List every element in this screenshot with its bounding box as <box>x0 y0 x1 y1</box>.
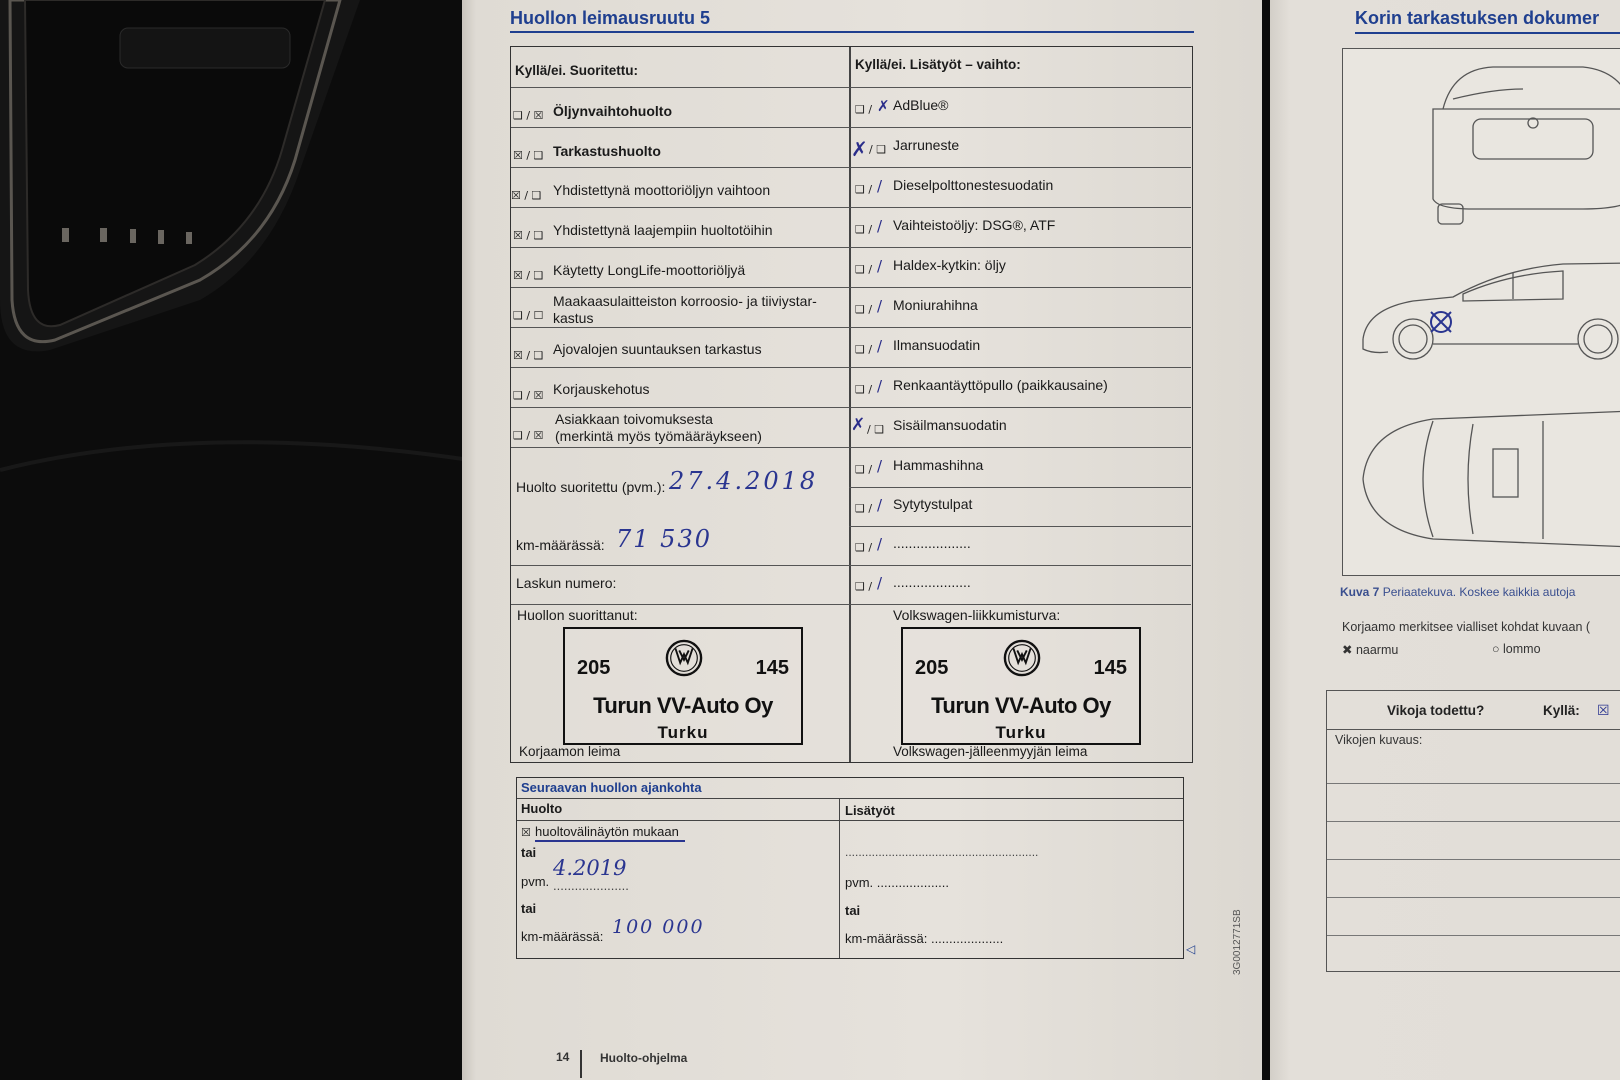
next-service-title: Seuraavan huollon ajankohta <box>521 780 702 795</box>
handwritten-check: / <box>877 535 883 553</box>
handwritten-check: / <box>877 257 883 275</box>
row-divider <box>511 207 1191 208</box>
service-date-handwritten: 27.4.2018 <box>669 467 819 495</box>
km-label: km-määrässä: <box>516 537 605 553</box>
left-row-label: Tarkastushuolto <box>553 143 661 159</box>
service-checklist-table <box>510 46 1193 763</box>
row-divider <box>511 565 1191 566</box>
handwritten-check: ✗ <box>851 137 868 161</box>
body-inspection-page <box>1270 0 1620 1080</box>
row-divider <box>511 167 1191 168</box>
right-column-header: Kyllä/ei. Lisätyöt – vaihto: <box>855 57 1021 72</box>
right-row-label: .................... <box>893 535 971 551</box>
performed-by-label: Huollon suorittanut: <box>517 607 638 623</box>
checkbox-pair[interactable]: ❑ / ☒ <box>513 109 544 122</box>
right-row-label: Moniurahihna <box>893 297 978 313</box>
column-divider <box>839 798 840 958</box>
checkbox-pair[interactable]: ❑ / ☒ <box>513 429 544 442</box>
checkbox-pair[interactable]: ☒ / ❑ <box>513 269 544 282</box>
defects-yes-checkbox[interactable]: ☒ <box>1597 703 1610 719</box>
row-divider <box>511 447 1191 448</box>
right-row-label: Renkaantäyttöpullo (paikkausaine) <box>893 377 1108 393</box>
next-km-handwritten: 100 000 <box>612 916 705 938</box>
right-row-label: Dieselpolttonestesuodatin <box>893 177 1054 193</box>
handwritten-check: / <box>877 177 883 195</box>
row-divider <box>849 487 1191 488</box>
right-row-label: Sytytystulpat <box>893 496 973 512</box>
right-row-label: Hammashihna <box>893 457 984 473</box>
checkbox-pair[interactable]: ❑ / <box>855 183 873 196</box>
interval-checkbox[interactable]: ☒ <box>521 826 531 839</box>
document-code: 3G0012771SB <box>1232 909 1243 975</box>
next-service-table <box>516 777 1184 959</box>
handwritten-check: / <box>877 496 883 514</box>
checkbox-pair[interactable]: ❑ / <box>855 463 873 476</box>
stamp-city: Turku <box>657 723 709 742</box>
invoice-label: Laskun numero: <box>516 575 617 591</box>
next-date-label: pvm. <box>521 874 550 889</box>
checkbox-pair[interactable]: ☒ / ❑ <box>511 189 542 202</box>
left-column-header: Kyllä/ei. Suoritettu: <box>515 63 639 78</box>
handwritten-check: / <box>877 457 883 475</box>
next-date-handwritten: 4.2019 <box>553 856 627 880</box>
writing-line <box>1327 821 1620 822</box>
writing-line <box>1327 935 1620 936</box>
checkbox-pair[interactable]: / ❑ <box>867 423 885 436</box>
left-row-label: Asiakkaan toivomuksesta <box>555 411 713 427</box>
handwritten-check: / <box>877 574 883 592</box>
left-row-label: Yhdistettynä moottoriöljyn vaihtoon <box>553 182 771 198</box>
workshop-stamp <box>563 627 803 745</box>
writing-line <box>1327 897 1620 898</box>
or-label: tai <box>521 901 537 916</box>
left-row-label: Öljynvaihtohuolto <box>553 103 672 119</box>
checkbox-pair[interactable]: ❑ / <box>855 103 873 116</box>
writing-line <box>1327 859 1620 860</box>
extra-work-dots: .......................................................... <box>845 845 1039 859</box>
handwritten-check: / <box>877 297 883 315</box>
left-row-label: Korjauskehotus <box>553 381 650 397</box>
left-row-label: Käytetty LongLife-moottoriöljyä <box>553 262 746 278</box>
checkbox-pair[interactable]: ❑ / <box>855 343 873 356</box>
checkbox-pair[interactable]: ❑ / ☒ <box>513 389 544 402</box>
stamp-number-left: 205 <box>577 657 611 679</box>
title-rule <box>1355 32 1620 34</box>
figure-caption-text: Periaatekuva. Koskee kaikkia autoja <box>1382 585 1576 599</box>
checkbox-pair[interactable]: ☒ / ❑ <box>513 229 544 242</box>
checkbox-pair[interactable]: ☒ / ❑ <box>513 149 544 162</box>
figure-caption <box>1340 585 1575 599</box>
or-label: tai <box>521 845 537 860</box>
right-row-label: Haldex-kytkin: öljy <box>893 257 1006 273</box>
legend-scratch: ✖ naarmu <box>1342 643 1399 657</box>
right-row-label: AdBlue® <box>893 97 949 113</box>
next-service-col1: Huolto <box>521 801 563 816</box>
right-row-label: Jarruneste <box>893 137 960 153</box>
left-row-label-cont: kastus <box>553 310 594 326</box>
or-label: tai <box>845 903 861 918</box>
legend-dent: ○ lommo <box>1492 642 1541 656</box>
page-number: 14 <box>556 1050 570 1064</box>
footer-separator <box>580 1050 582 1078</box>
dealer-stamp <box>901 627 1141 745</box>
next-date-dots: ..................... <box>553 878 629 893</box>
row-divider <box>511 87 1191 88</box>
checkbox-pair[interactable]: ❑ / <box>855 263 873 276</box>
handwritten-check: / <box>877 377 883 395</box>
stamp-number-left: 205 <box>915 657 949 679</box>
right-row-label: Vaihteistoöljy: DSG®, ATF <box>893 217 1056 233</box>
row-divider <box>511 287 1191 288</box>
workshop-stamp-label: Korjaamon leima <box>519 744 621 759</box>
left-row-label: Yhdistettynä laajempiin huoltotöihin <box>553 222 773 238</box>
next-service-col2: Lisätyöt <box>845 803 895 818</box>
defects-box <box>1326 690 1620 972</box>
row-divider <box>511 367 1191 368</box>
stamp-firm-name: Turun VV-Auto Oy <box>593 693 773 718</box>
right-page-title: Korin tarkastuksen dokumer <box>1355 8 1600 28</box>
checkbox-pair[interactable]: ❑ / <box>855 303 873 316</box>
stamp-number-right: 145 <box>755 657 789 679</box>
car-diagram <box>1342 48 1620 576</box>
footer-section-label: Huolto-ohjelma <box>600 1051 688 1065</box>
checkbox-pair[interactable]: ❑ / <box>855 223 873 236</box>
defects-yes-label: Kyllä: <box>1543 703 1580 718</box>
handwritten-check: / <box>877 217 883 235</box>
page-turn-arrow-icon: ◁ <box>1186 942 1196 956</box>
row-divider <box>1327 729 1620 730</box>
row-divider <box>511 247 1191 248</box>
row-divider <box>511 127 1191 128</box>
row-divider <box>511 327 1191 328</box>
instruction-note: Korjaamo merkitsee vialliset kohdat kuvaan ( <box>1342 620 1591 634</box>
right-row-label: .................... <box>893 574 971 590</box>
car-outline-diagram <box>1343 49 1620 577</box>
mobility-label: Volkswagen-liikkumisturva: <box>893 607 1061 623</box>
handwritten-check: ✗ <box>877 97 890 115</box>
legend-scratch-label: naarmu <box>1355 643 1399 657</box>
figure-number: Kuva 7 <box>1340 585 1380 599</box>
km-handwritten: 71 530 <box>616 525 712 553</box>
left-row-label-cont: (merkintä myös työmääräykseen) <box>555 428 762 444</box>
stamp-city: Turku <box>995 723 1047 742</box>
vw-logo-icon <box>1003 639 1041 677</box>
right-row-label: Ilmansuodatin <box>893 337 981 353</box>
checkbox-pair[interactable]: ❑ / <box>855 383 873 396</box>
right-row-label: Sisäilmansuodatin <box>893 417 1007 433</box>
row-divider <box>511 604 1191 605</box>
title-rule <box>510 31 1194 33</box>
extra-date: pvm. .................... <box>845 875 950 890</box>
row-divider <box>517 798 1183 799</box>
defects-description-label: Vikojen kuvaus: <box>1335 733 1423 747</box>
stamp-number-right: 145 <box>1093 657 1127 679</box>
checkbox-pair[interactable]: ❑ / ☐ <box>513 309 544 322</box>
interval-option: huoltovälinäytön mukaan <box>535 823 685 842</box>
extra-km: km-määrässä: .................... <box>845 931 1004 946</box>
checkbox-pair[interactable]: ☒ / ❑ <box>513 349 544 362</box>
checkbox-pair[interactable]: ❑ / <box>855 502 873 515</box>
defects-question: Vikoja todettu? <box>1387 703 1485 718</box>
left-row-label: Ajovalojen suuntauksen tarkastus <box>553 341 762 357</box>
checkbox-pair[interactable]: / ❑ <box>869 143 887 156</box>
vw-logo-icon <box>665 639 703 677</box>
legend-dent-label: lommo <box>1503 642 1541 656</box>
stamp-firm-name: Turun VV-Auto Oy <box>931 693 1111 718</box>
left-row-label: Maakaasulaitteiston korroosio- ja tiiviystar- <box>553 293 817 309</box>
checkbox-pair[interactable]: ❑ / <box>855 580 873 593</box>
handwritten-check: / <box>877 337 883 355</box>
dealer-stamp-label: Volkswagen-jälleenmyyjän leima <box>893 744 1088 759</box>
checkbox-pair[interactable]: ❑ / <box>855 541 873 554</box>
next-km-label: km-määrässä: <box>521 929 604 944</box>
service-date-label: Huolto suoritettu (pvm.): <box>516 479 666 495</box>
row-divider <box>511 407 1191 408</box>
row-divider <box>849 526 1191 527</box>
page-title: Huollon leimausruutu 5 <box>510 8 711 28</box>
row-divider <box>517 820 1183 821</box>
service-stamp-page <box>462 0 1262 1080</box>
writing-line <box>1327 783 1620 784</box>
handwritten-check: ✗ <box>851 415 866 435</box>
